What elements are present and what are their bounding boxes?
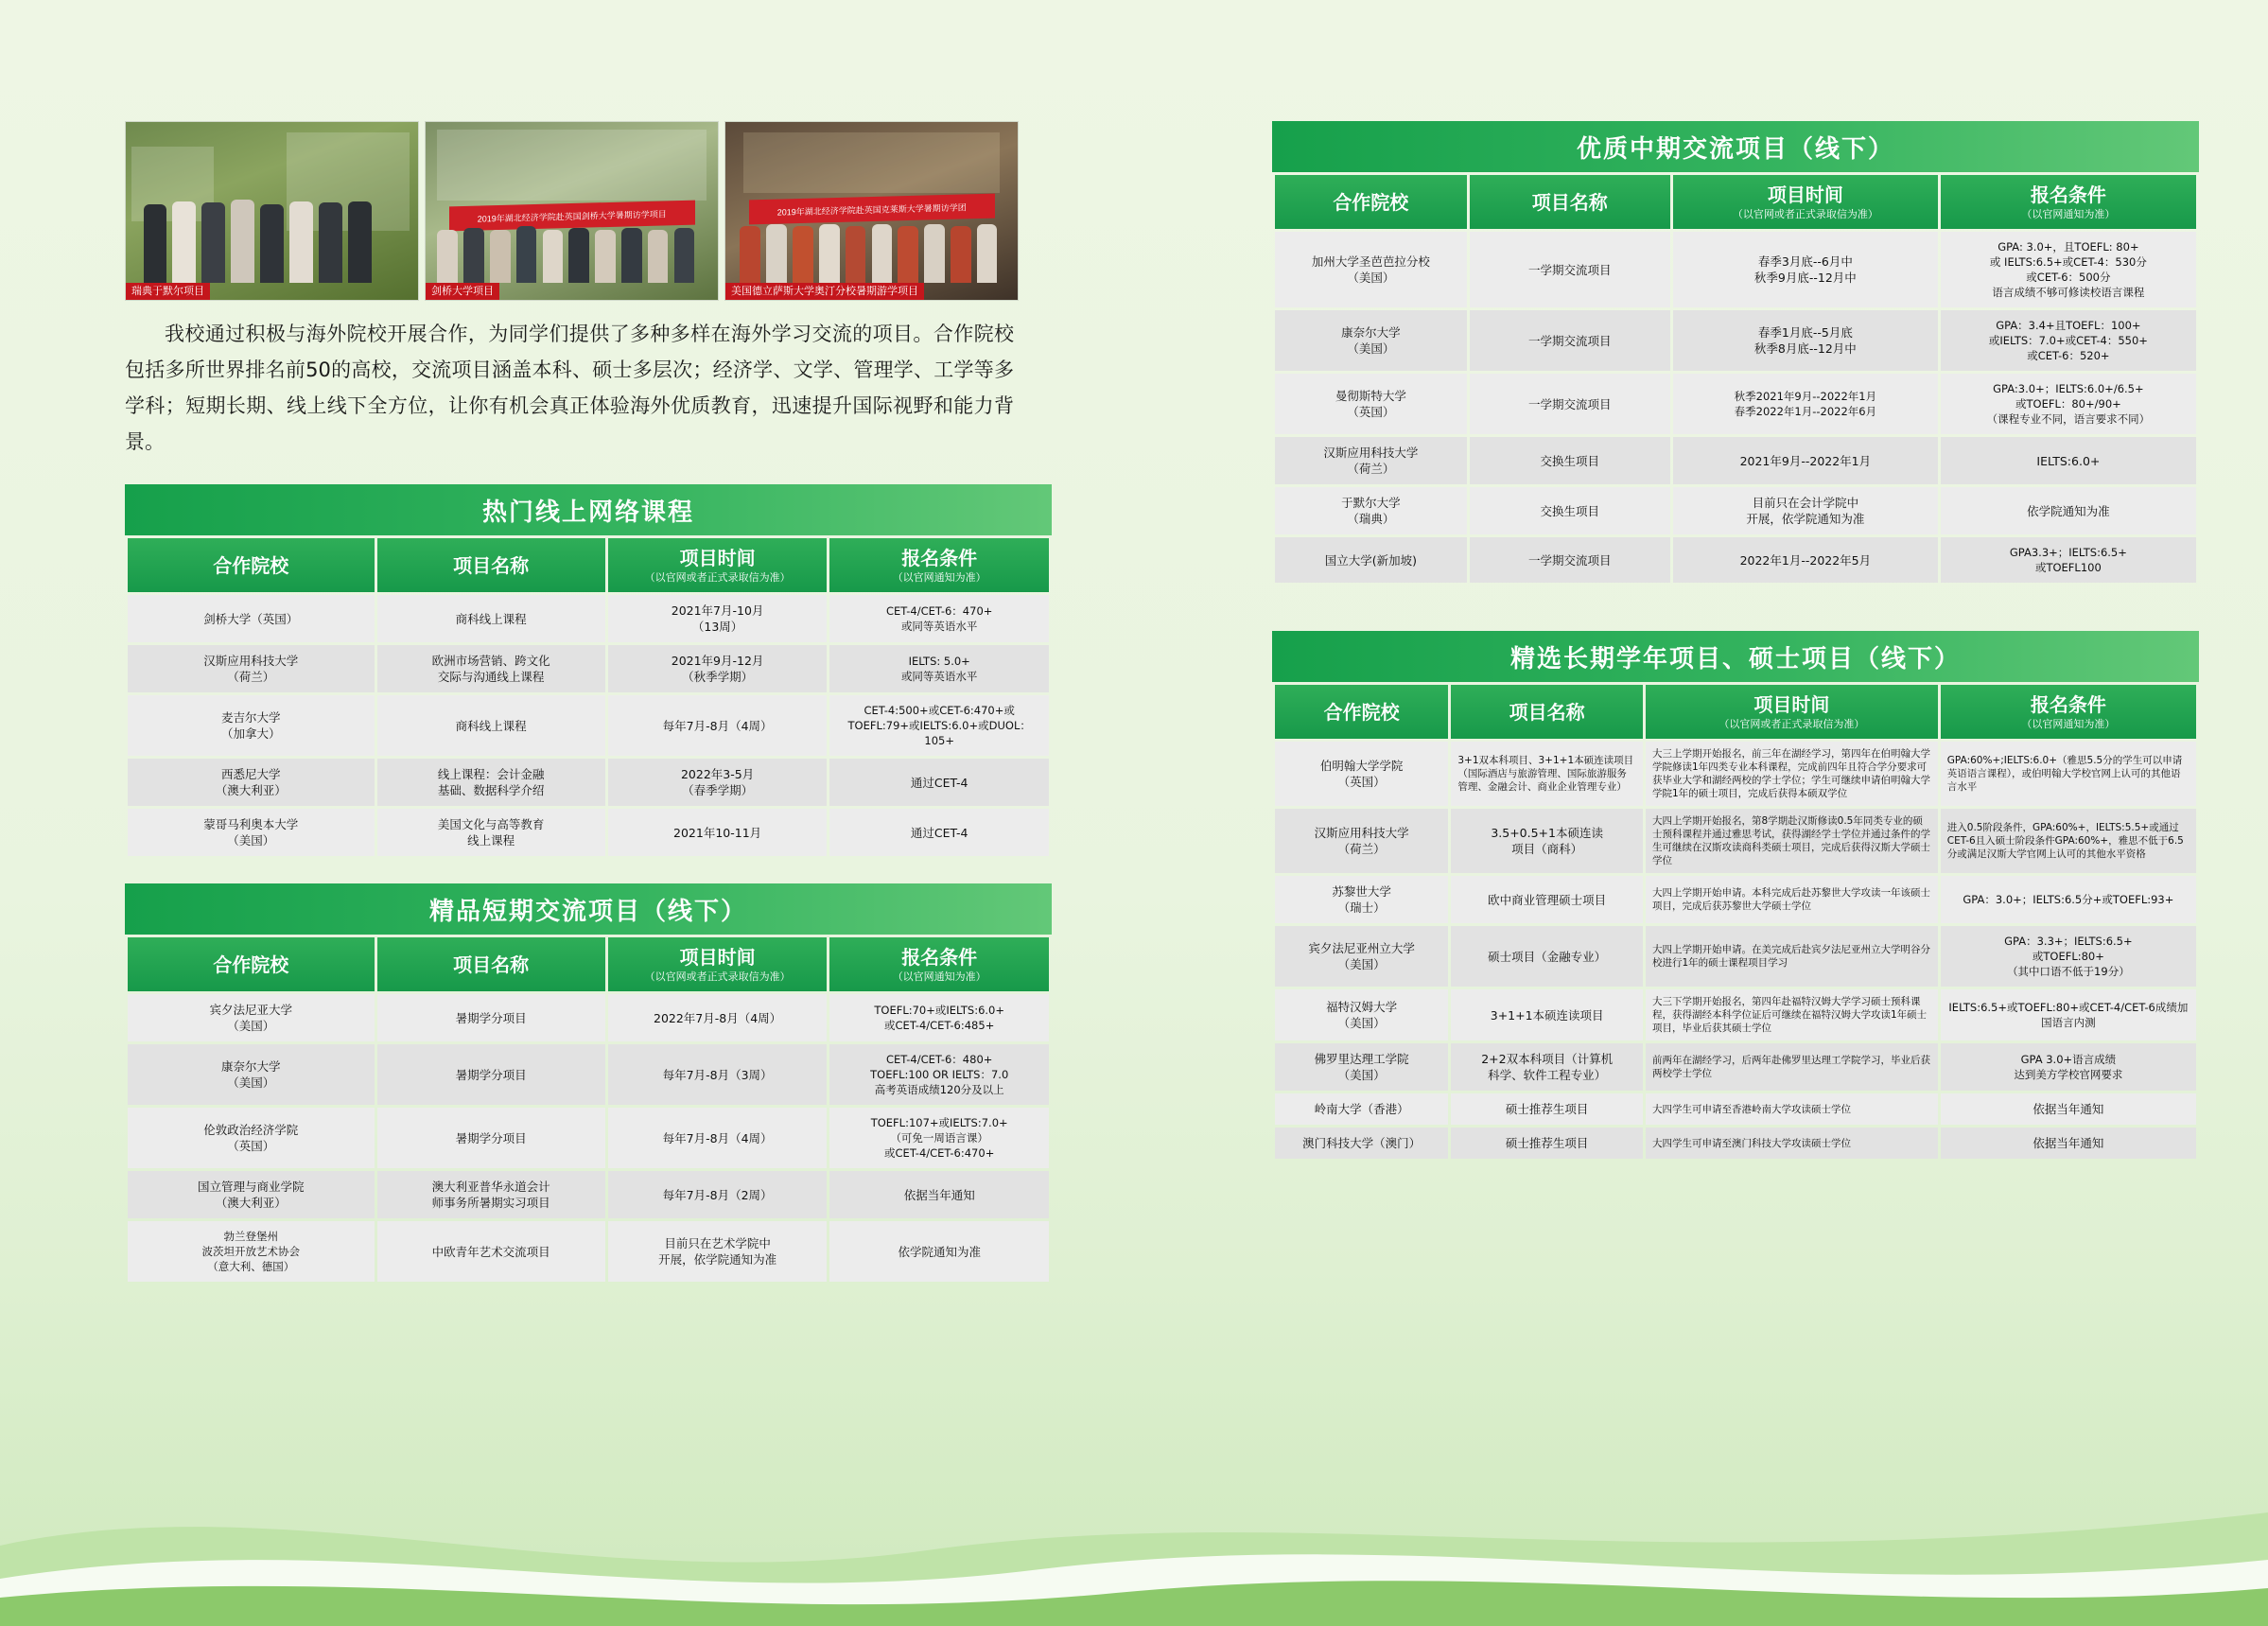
- right-column: [1272, 121, 2199, 1162]
- table-row: 康奈尔大学 （美国） 暑期学分项目 每年7月-8月（3周） CET-4/CET-6：480+ TOEFL:100 OR IELTS：7.0 高考英语成绩120分及以上: [128, 1044, 1049, 1105]
- col-school: 合作院校: [1275, 175, 1467, 229]
- col-program: 项目名称: [377, 937, 605, 991]
- block-title: 热门线上网络课程: [125, 484, 1052, 535]
- col-program: 项目名称: [377, 538, 605, 592]
- col-program: 项目名称: [1451, 685, 1643, 739]
- table-row: 加州大学圣芭芭拉分校 （美国） 一学期交流项目 春季3月底--6月中 秋季9月底--12月中 GPA: 3.0+，且TOEFL: 80+ 或 IELTS:6.5+或CET-4：530分 或CET-6：500分 语言成绩不够可修读校语言课程: [1275, 232, 2196, 307]
- col-time: 项目时间 （以官网或者正式录取信为准）: [1646, 685, 1938, 739]
- col-time: 项目时间 （以官网或者正式录取信为准）: [608, 937, 828, 991]
- block-online-courses: [125, 484, 1052, 859]
- table-long-term: [1272, 682, 2199, 1162]
- table-row: 澳门科技大学（澳门） 硕士推荐生项目 大四学生可申请至澳门科技大学攻读硕士学位 依据当年通知: [1275, 1128, 2196, 1159]
- decorative-wave: [0, 1456, 2268, 1626]
- photo-texas: [724, 121, 1019, 301]
- photo-strip: [125, 121, 1019, 301]
- table-online-courses: [125, 535, 1052, 859]
- col-time: 项目时间 （以官网或者正式录取信为准）: [608, 538, 828, 592]
- photo-caption: 美国德立萨斯大学奥汀分校暑期游学项目: [725, 283, 924, 300]
- photo-caption: 剑桥大学项目: [426, 283, 499, 300]
- table-row: 宾夕法尼亚大学 （美国） 暑期学分项目 2022年7月-8月（4周） TOEFL:70+或IELTS:6.0+ 或CET-4/CET-6:485+: [128, 994, 1049, 1041]
- photo-banner: 2019年湖北经济学院赴英国剑桥大学暑期访学项目: [449, 201, 695, 232]
- col-req: 报名条件 （以官网通知为准）: [829, 538, 1049, 592]
- table-row: 国立大学(新加坡) 一学期交流项目 2022年1月--2022年5月 GPA3.3+；IELTS:6.5+ 或TOEFL100: [1275, 537, 2196, 583]
- table-body: [128, 994, 1049, 1282]
- table-row: 蒙哥马利奥本大学 （美国） 美国文化与高等教育 线上课程 2021年10-11月 通过CET-4: [128, 809, 1049, 856]
- table-row: 福特汉姆大学 （美国） 3+1+1本硕连读项目 大三下学期开始报名，第四年赴福特汉姆大学学习硕士预科课程，获得湖经本科学位证后可继续在福特汉姆大学攻读1年硕士项目，毕业后获其硕士学位 IELTS:6.5+或TOEFL:80+或CET-4/CET-6成绩加国语言内测: [1275, 989, 2196, 1040]
- table-short-term: [125, 935, 1052, 1285]
- table-row: 伦敦政治经济学院 （英国） 暑期学分项目 每年7月-8月（4周） TOEFL:107+或IELTS:7.0+ （可免一周语言课） 或CET-4/CET-6:470+: [128, 1108, 1049, 1168]
- intro-paragraph: 我校通过积极与海外院校开展合作，为同学们提供了多种多样在海外学习交流的项目。合作院校包括多所世界排名前50的高校，交流项目涵盖本科、硕士多层次；经济学、文学、管理学、工学等多学科；短期长期、线上线下全方位，让你有机会真正体验海外优质教育，迅速提升国际视野和能力背景。: [125, 323, 1014, 453]
- table-row: 佛罗里达理工学院 （美国） 2+2双本科项目（计算机 科学、软件工程专业） 前两年在湖经学习，后两年赴佛罗里达理工学院学习，毕业后获两校学士学位 GPA 3.0+语言成绩 达到美方学校官网要求: [1275, 1043, 2196, 1091]
- block-mid-term: [1272, 121, 2199, 586]
- table-row: 伯明翰大学学院 （英国） 3+1双本科项目、3+1+1本硕连读项目 （国际酒店与旅游管理、国际旅游服务管理、金融会计、商业企业管理专业） 大三上学期开始报名，前三年在湖经学习，第四年在伯明翰大学学院修读1年四类专业本科课程，完成前四年且符合学分要求可获毕业大学和湖经两校的学士学位；学生可继续申请伯明翰大学学院1年的硕士项目，完成后获得本硕双学位 GPA:60%+;IELTS:6.0+（雅思5.5分的学生可以申请英语语言课程），或伯明翰大学校官网上认可的其他语言水平: [1275, 742, 2196, 806]
- table-row: 康奈尔大学 （美国） 一学期交流项目 春季1月底--5月底 秋季8月底--12月中 GPA：3.4+且TOEFL：100+ 或IELTS：7.0+或CET-4：550+ 或CET-6：520+: [1275, 310, 2196, 371]
- block-short-term: [125, 883, 1052, 1285]
- col-school: 合作院校: [128, 538, 375, 592]
- table-row: 岭南大学（香港） 硕士推荐生项目 大四学生可申请至香港岭南大学攻读硕士学位 依据当年通知: [1275, 1093, 2196, 1125]
- col-school: 合作院校: [128, 937, 375, 991]
- table-row: 汉斯应用科技大学 （荷兰） 交换生项目 2021年9月--2022年1月 IELTS:6.0+: [1275, 437, 2196, 484]
- photo-caption: 瑞典于默尔项目: [126, 283, 210, 300]
- table-mid-term: [1272, 172, 2199, 586]
- block-title: 精选长期学年项目、硕士项目（线下）: [1272, 631, 2199, 682]
- col-time: 项目时间 （以官网或者正式录取信为准）: [1673, 175, 1938, 229]
- table-row: 曼彻斯特大学 （英国） 一学期交流项目 秋季2021年9月--2022年1月 春季2022年1月--2022年6月 GPA:3.0+；IELTS:6.0+/6.5+ 或TOEFL：80+/90+ （课程专业不同，语言要求不同）: [1275, 374, 2196, 434]
- col-req: 报名条件 （以官网通知为准）: [829, 937, 1049, 991]
- col-program: 项目名称: [1470, 175, 1670, 229]
- left-column: [125, 121, 1052, 1285]
- photo-cambridge: [425, 121, 719, 301]
- table-row: 于默尔大学 （瑞典） 交换生项目 目前只在会计学院中 开展，依学院通知为准 依学院通知为准: [1275, 487, 2196, 534]
- col-req: 报名条件 （以官网通知为准）: [1941, 175, 2196, 229]
- col-req: 报名条件 （以官网通知为准）: [1941, 685, 2196, 739]
- table-row: 麦吉尔大学 （加拿大） 商科线上课程 每年7月-8月（4周） CET-4:500+或CET-6:470+或TOEFL:79+或IELTS:6.0+或DUOL：105+: [128, 695, 1049, 756]
- table-body: [1275, 232, 2196, 583]
- table-row: 西悉尼大学 （澳大利亚） 线上课程：会计金融 基础、数据科学介绍 2022年3-5月 （春季学期） 通过CET-4: [128, 759, 1049, 806]
- table-body: [128, 595, 1049, 856]
- block-title: 精品短期交流项目（线下）: [125, 883, 1052, 935]
- block-long-term: [1272, 631, 2199, 1162]
- table-row: 国立管理与商业学院 （澳大利亚） 澳大利亚普华永道会计 师事务所暑期实习项目 每年7月-8月（2周） 依据当年通知: [128, 1171, 1049, 1218]
- block-title: 优质中期交流项目（线下）: [1272, 121, 2199, 172]
- table-row: 汉斯应用科技大学 （荷兰） 3.5+0.5+1本硕连读 项目（商科） 大四上学期开始报名，第8学期赴汉斯修读0.5年同类专业的硕士预科课程并通过雅思考试，获得湖经学士学位并通过条件的学生可继续在汉斯攻读商科类硕士项目，完成后获得汉斯大学硕士学位 进入0.5阶段条件，GPA:60%+，IELTS:5.5+或通过CET-6且入硕士阶段条件GPA:60%+，雅思不低于6.5分或满足汉斯大学官网上认可的其他水平资格: [1275, 809, 2196, 873]
- table-row: 剑桥大学（英国） 商科线上课程 2021年7月-10月 （13周） CET-4/CET-6：470+ 或同等英语水平: [128, 595, 1049, 642]
- col-school: 合作院校: [1275, 685, 1448, 739]
- table-row: 汉斯应用科技大学 （荷兰） 欧洲市场营销、跨文化 交际与沟通线上课程 2021年9月-12月 （秋季学期） IELTS: 5.0+ 或同等英语水平: [128, 645, 1049, 692]
- table-row: 勃兰登堡州 波茨坦开放艺术协会 （意大利、德国） 中欧青年艺术交流项目 目前只在艺术学院中 开展，依学院通知为准 依学院通知为准: [128, 1221, 1049, 1282]
- table-row: 宾夕法尼亚州立大学 （美国） 硕士项目（金融专业） 大四上学期开始申请。在美完成后赴宾夕法尼亚州立大学明谷分校进行1年的硕士课程项目学习 GPA：3.3+；IELTS:6.5+ 或TOEFL:80+ （其中口语不低于19分）: [1275, 926, 2196, 987]
- table-row: 苏黎世大学 （瑞士） 欧中商业管理硕士项目 大四上学期开始申请。本科完成后赴苏黎世大学攻读一年该硕士项目，完成后获苏黎世大学硕士学位 GPA：3.0+；IELTS:6.5分+或TOEFL:93+: [1275, 876, 2196, 923]
- photo-banner: 2019年湖北经济学院赴英国克莱斯大学暑期访学团: [749, 194, 995, 225]
- table-body: [1275, 742, 2196, 1159]
- photo-umea: [125, 121, 419, 301]
